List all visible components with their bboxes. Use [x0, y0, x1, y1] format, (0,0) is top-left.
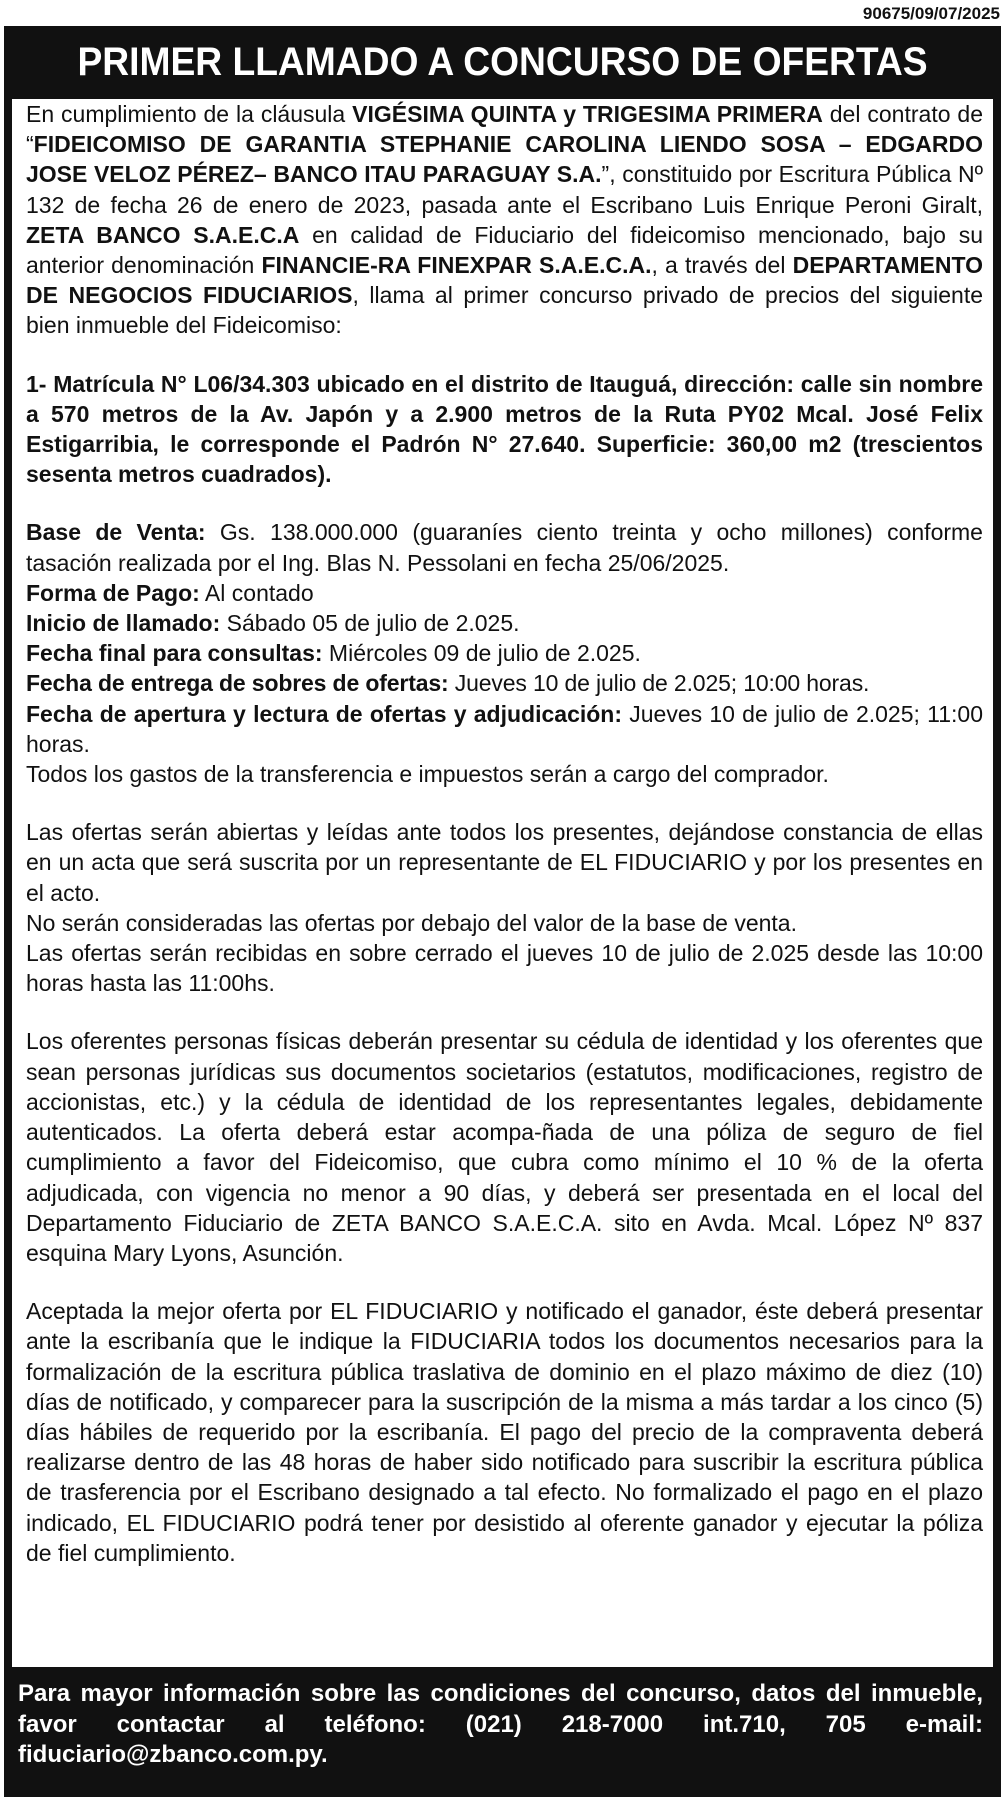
offers-paragraph-2: No serán consideradas las ofertas por debajo del valor de la base de venta. [26, 909, 797, 936]
intro-text-6: , llama al primer concurso privado de precios del siguiente bien inmueble del Fideicomiso: [26, 282, 983, 339]
term-label: Fecha final para consultas: [26, 640, 323, 667]
term-start [26, 608, 983, 638]
spacer [26, 489, 983, 517]
notice-frame [4, 26, 1001, 1797]
offers-paragraph-1: Las ofertas serán abiertas y leídas ante todos los presentes, dejándose constancia de ellas en un acta que será suscrita por un representante de EL FIDUCIARIO y por los presentes en el acto. [26, 819, 983, 906]
term-value: Jueves 10 de julio de 2.025; 10:00 horas. [448, 670, 870, 697]
term-label: Fecha de apertura y lectura de ofertas y adjudicación: [26, 700, 623, 727]
property-description [26, 369, 983, 490]
intro-text-3: ”, constituido por Escritura Pública Nº 132 de fecha 26 de enero de 2023, pasada ante el Escribano Luis Enrique Peroni Giralt, [26, 161, 984, 218]
intro-former-name: FINANCIE-RA FINEXPAR S.A.E.C.A. [261, 252, 652, 279]
intro-bank-name: ZETA BANCO S.A.E.C.A [26, 221, 300, 248]
term-label: Forma de Pago: [26, 579, 200, 606]
acceptance-paragraph: Aceptada la mejor oferta por EL FIDUCIARIO y notificado el ganador, éste deberá presentar ante la escribanía que le indique la FIDUCIARIA todos los documentos necesarios para la formalización de la escritura pública traslativa de dominio en el plazo máximo de diez (10) días de notificado, y comparecer para la suscripción de la misma a más tardar a los cinco (5) días hábiles de requerido por la escribanía. El pago del precio de la compraventa deberá realizarse dentro de las 48 horas de haber sido notificado para suscribir la escritura pública de trasferencia por el Escribano designado a tal efecto. No formalizado el pago en el plazo indicado, EL FIDUCIARIO podrá tener por desistido al oferente ganador y ejecutar la póliza de fiel cumplimiento. [26, 1298, 983, 1566]
term-value: Miércoles 09 de julio de 2.025. [322, 640, 641, 667]
publication-reference: 90675/09/07/2025 [862, 4, 1000, 23]
intro-text-5: , a través del [651, 252, 793, 279]
contact-footer: Para mayor información sobre las condiciones del concurso, datos del inmueble, favor contactar al teléfono: (021) 218-7000 int.710, 705 e-mail: fiduciario@zbanco.com.py. [18, 1680, 983, 1768]
term-value: Al contado [199, 579, 314, 606]
intro-text-4: en calidad de Fiduciario del fideicomiso mencionado, bajo su anterior denominación [26, 221, 984, 279]
spacer [26, 998, 983, 1026]
spacer [26, 341, 983, 369]
offers-paragraph-3: Las ofertas serán recibidas en sobre cerrado el jueves 10 de julio de 2.025 desde las 10:00 horas hasta las 11:00hs. [26, 940, 983, 997]
intro-clauses: VIGÉSIMA QUINTA y TRIGESIMA PRIMERA [352, 101, 823, 127]
intro-trust-name: FIDEICOMISO DE GARANTIA STEPHANIE CAROLINA LIENDO SOSA – EDGARDO JOSE VELOZ PÉREZ– BANCO ITAU PARAGUAY S.A. [26, 131, 983, 188]
notice-title: PRIMER LLAMADO A CONCURSO DE OFERTAS [77, 39, 928, 84]
term-label: Fecha de entrega de sobres de ofertas: [26, 670, 449, 697]
notice-body [12, 99, 993, 1667]
intro-text-2: del contrato de “ [26, 101, 984, 158]
term-opening [26, 699, 983, 759]
term-value: Jueves 10 de julio de 2.025; 11:00 horas. [26, 700, 983, 757]
intro-text-1: En cumplimiento de la cláusula [26, 101, 353, 127]
term-delivery [26, 668, 983, 698]
spacer [26, 1268, 983, 1296]
intro-paragraph [26, 99, 983, 341]
requirements-paragraph: Los oferentes personas físicas deberán presentar su cédula de identidad y los oferentes que sean personas jurídicas sus documentos societarios (estatutos, modificaciones, registro de accionistas, etc.) y la cédula de identidad de los representantes legales, debidamente autenticados. La oferta deberá estar acompa-ñada de una póliza de seguro de fiel cumplimiento a favor del Fideicomiso, que cubra como mínimo el 10 % de la oferta adjudicada, con vigencia no menor a 90 días, y deberá ser presentada en el local del Departamento Fiduciario de ZETA BANCO S.A.E.C.A. sito en Avda. Mcal. López Nº 837 esquina Mary Lyons, Asunción. [26, 1028, 983, 1266]
term-payment [26, 578, 983, 608]
term-base [26, 517, 983, 577]
term-value: Sábado 05 de julio de 2.025. [220, 610, 520, 637]
term-label: Base de Venta: [26, 519, 206, 546]
intro-department: DEPARTAMENTO DE NEGOCIOS FIDUCIARIOS [26, 252, 983, 309]
property-text: 1- Matrícula N° L06/34.303 ubicado en el distrito de Itauguá, dirección: calle sin nombre a 570 metros de la Av. Japón y a 2.900 metros de la Ruta PY02 Mcal. José Felix Estigarribia, le corresponde el Padrón N° 27.640. Superficie: 360,00 m2 (trescientos sesenta metros cuadrados). [26, 370, 983, 488]
term-value: Gs. 138.000.000 (guaraníes ciento treinta y ocho millones) conforme tasación realizada por el Ing. Blas N. Pessolani en fecha 25/06/2025. [26, 519, 983, 576]
spacer [26, 789, 983, 817]
costs-note: Todos los gastos de la transferencia e impuestos serán a cargo del comprador. [26, 761, 829, 788]
term-consultations [26, 638, 983, 668]
term-label: Inicio de llamado: [26, 610, 221, 637]
